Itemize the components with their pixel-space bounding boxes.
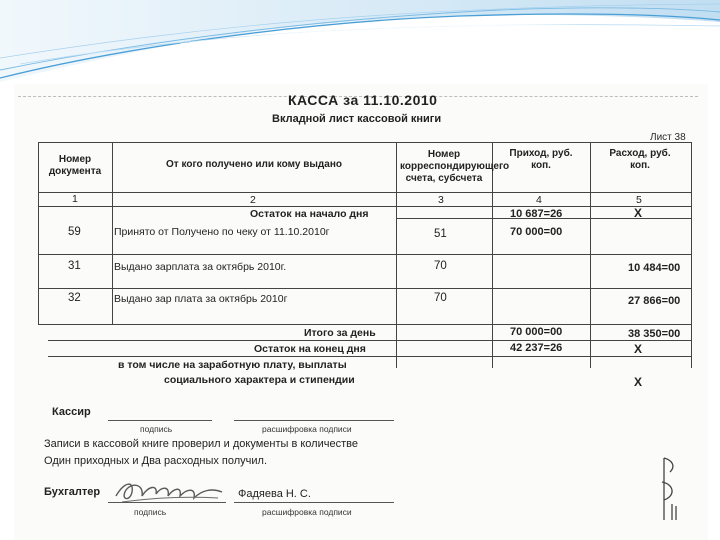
cashier-label: Кассир xyxy=(52,406,91,418)
header-swoosh-decoration xyxy=(0,0,720,90)
accountant-name: Фадяева Н. С. xyxy=(238,488,311,500)
row-3-text: Выдано зар плата за октябрь 2010г xyxy=(114,293,288,305)
row-2-text: Выдано зарплата за октябрь 2010г. xyxy=(114,261,287,273)
col-divider-1 xyxy=(112,142,113,324)
table-border-right xyxy=(691,142,692,368)
cashier-signature-caption: подпись xyxy=(140,424,173,434)
verification-line-2: Один приходных и Два расходных получил. xyxy=(44,455,268,467)
row-2-account: 70 xyxy=(434,260,447,272)
document-title: КАССА за 11.10.2010 xyxy=(288,92,438,108)
header-account: Номер корреспондирующего счета, субсчета xyxy=(400,149,510,184)
row-2-doc: 31 xyxy=(68,260,81,272)
incl-salary-expense: Х xyxy=(634,375,643,389)
accountant-label: Бухгалтер xyxy=(44,486,101,498)
row-line-2 xyxy=(38,288,692,289)
day-total-income: 70 000=00 xyxy=(510,326,563,338)
cashier-signature-line xyxy=(108,420,212,421)
header-income: Приход, руб. коп. xyxy=(509,148,573,171)
row-1-text: Принято от Получено по чеку от 11.10.2010г xyxy=(114,226,330,238)
accountant-signature-line xyxy=(108,502,226,503)
col-number-4: 4 xyxy=(536,194,542,206)
col-number-2: 2 xyxy=(250,194,256,206)
day-total-expense: 38 350=00 xyxy=(628,328,681,340)
closing-balance-income: 42 237=26 xyxy=(510,342,563,354)
opening-balance-expense: Х xyxy=(634,206,643,220)
col-number-3: 3 xyxy=(438,194,444,206)
row-line-1 xyxy=(38,254,692,255)
col-divider-2 xyxy=(396,142,397,368)
totals-line xyxy=(48,340,692,341)
col-divider-3 xyxy=(492,142,493,368)
table-border-top xyxy=(38,142,692,143)
verification-line-1: Записи в кассовой книге проверил и документы в количестве xyxy=(44,438,358,450)
col-number-5: 5 xyxy=(636,194,642,206)
header-expense: Расход, руб. коп. xyxy=(609,148,671,171)
row-1-account: 51 xyxy=(434,228,447,240)
closing-line xyxy=(48,356,692,357)
table-border-left xyxy=(38,142,39,324)
opening-balance-income: 10 687=26 xyxy=(510,208,563,220)
col-divider-4 xyxy=(590,142,591,368)
col-number-1: 1 xyxy=(72,193,78,205)
accountant-signature-caption: подпись xyxy=(134,507,167,517)
opening-balance-label: Остаток на начало дня xyxy=(250,208,369,220)
row-3-doc: 32 xyxy=(68,292,81,304)
day-total-label: Итого за день xyxy=(304,327,376,339)
incl-salary-line-2: социального характера и стипендии xyxy=(164,374,355,386)
row-3-expense: 27 866=00 xyxy=(628,295,681,307)
incl-salary-line-1: в том числе на заработную плату, выплаты xyxy=(118,359,347,371)
row-1-income: 70 000=00 xyxy=(510,226,563,238)
margin-handwritten-mark xyxy=(656,454,684,524)
header-bottom-line xyxy=(38,192,692,193)
row-2-expense: 10 484=00 xyxy=(628,262,681,274)
closing-balance-label: Остаток на конец дня xyxy=(254,343,366,355)
column-numbers-line xyxy=(38,206,692,207)
sheet-number: Лист 38 xyxy=(650,132,686,143)
row-3-account: 70 xyxy=(434,292,447,304)
row-1-doc: 59 xyxy=(68,226,81,238)
accountant-decoding-caption: расшифровка подписи xyxy=(262,507,352,517)
document-subtitle: Вкладной лист кассовой книги xyxy=(272,113,442,125)
cash-book-table xyxy=(38,142,692,370)
closing-balance-expense: Х xyxy=(634,342,643,356)
cashier-decoding-line xyxy=(234,420,394,421)
accountant-decoding-line xyxy=(234,502,394,503)
row-line-3 xyxy=(38,324,692,325)
header-counterparty: От кого получено или кому выдано xyxy=(166,159,342,170)
cashier-decoding-caption: расшифровка подписи xyxy=(262,424,352,434)
header-doc-number: Номер документа xyxy=(48,154,102,177)
